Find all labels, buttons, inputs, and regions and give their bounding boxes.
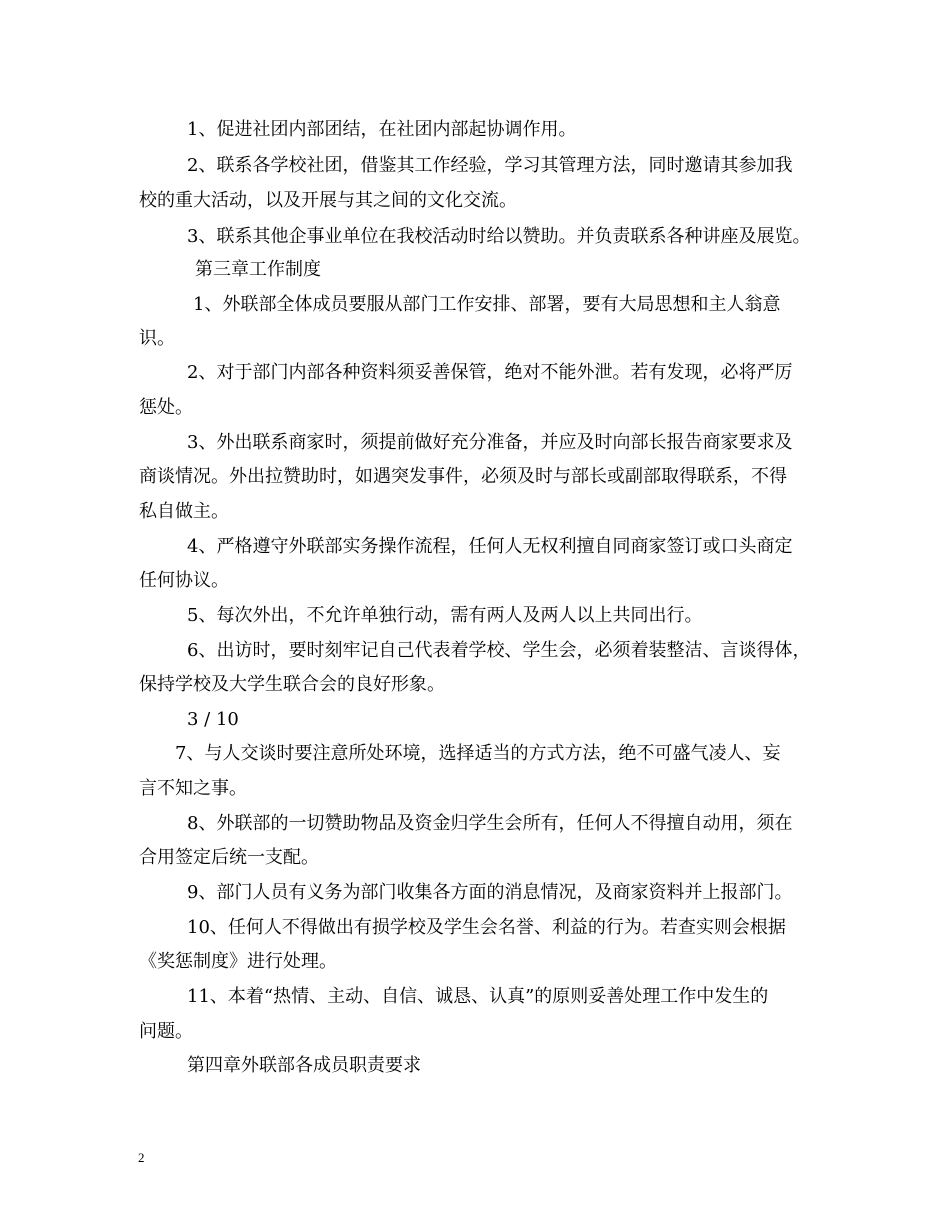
paragraph-line: 2、联系各学校社团，借鉴其工作经验，学习其管理方法，同时邀请其参加我 (187, 155, 793, 176)
paragraph-line: 校的重大活动，以及开展与其之间的文化交流。 (139, 190, 517, 211)
paragraph-line: 11、本着“热情、主动、自信、诚恳、认真”的原则妥善处理工作中发生的 (187, 986, 769, 1007)
paragraph-line: 6、出访时，要时刻牢记自己代表着学校、学生会，必须着装整洁、言谈得体， (187, 640, 811, 661)
paragraph-line: 3、外出联系商家时，须提前做好充分准备，并应及时向部长报告商家要求及 (187, 432, 793, 453)
paragraph-line: 2、对于部门内部各种资料须妥善保管，绝对不能外泄。若有发现，必将严厉 (187, 362, 793, 383)
paragraph-line: 私自做主。 (139, 501, 229, 522)
paragraph-line: 《奖惩制度》进行处理。 (139, 951, 337, 972)
paragraph-line: 7、与人交谈时要注意所处环境，选择适当的方式方法，绝不可盛气凌人、妄 (175, 743, 781, 764)
page-number: 2 (138, 1150, 145, 1165)
paragraph-line: 保持学校及大学生联合会的良好形象。 (139, 674, 445, 695)
paragraph-line: 言不知之事。 (139, 778, 247, 799)
paragraph-line: 3、联系其他企事业单位在我校活动时给以赞助。并负责联系各种讲座及展览。 (187, 226, 811, 247)
chapter-heading: 第三章工作制度 (195, 259, 321, 280)
paragraph-line: 8、外联部的一切赞助物品及资金归学生会所有，任何人不得擅自动用，须在 (187, 813, 793, 834)
paragraph-line: 问题。 (139, 1021, 193, 1042)
paragraph-line: 9、部门人员有义务为部门收集各方面的消息情况，及商家资料并上报部门。 (187, 882, 793, 903)
inline-page-marker: 3 / 10 (187, 709, 239, 730)
paragraph-line: 1、外联部全体成员要服从部门工作安排、部署，要有大局思想和主人翁意 (193, 294, 781, 315)
paragraph-line: 识。 (139, 328, 175, 349)
paragraph-line: 任何协议。 (139, 570, 229, 591)
paragraph-line: 5、每次外出，不允许单独行动，需有两人及两人以上共同出行。 (187, 605, 703, 626)
paragraph-line: 商谈情况。外出拉赞助时，如遇突发事件，必须及时与部长或副部取得联系，不得 (139, 466, 787, 487)
paragraph-line: 10、任何人不得做出有损学校及学生会名誉、利益的行为。若查实则会根据 (187, 917, 786, 938)
paragraph-line: 4、严格遵守外联部实务操作流程，任何人无权利擅自同商家签订或口头商定 (187, 536, 793, 557)
paragraph-line: 惩处。 (139, 397, 193, 418)
paragraph-line: 合用签定后统一支配。 (139, 847, 319, 868)
paragraph-line: 1、促进社团内部团结，在社团内部起协调作用。 (187, 119, 577, 140)
chapter-heading: 第四章外联部各成员职责要求 (187, 1055, 421, 1076)
